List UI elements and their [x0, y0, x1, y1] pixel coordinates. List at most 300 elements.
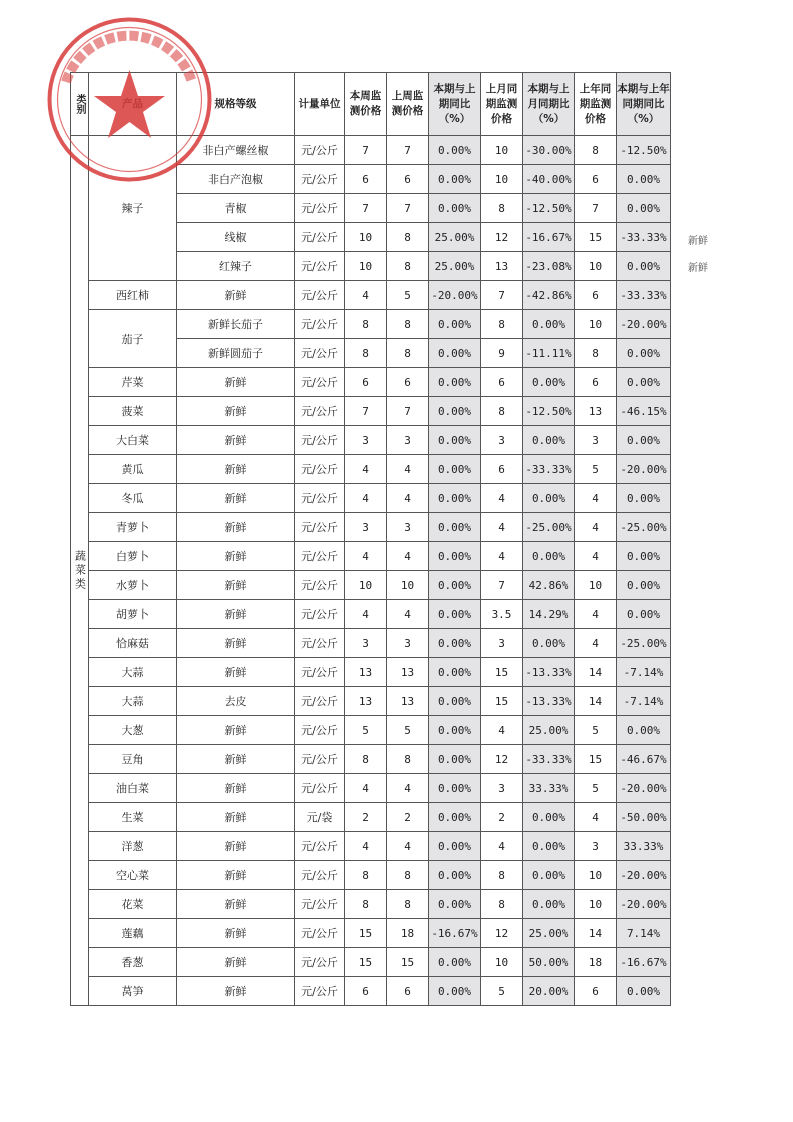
product-cell: 胡萝卜 — [89, 600, 177, 629]
wow-change-cell: 0.00% — [429, 803, 481, 832]
spec-cell: 新鲜 — [177, 774, 295, 803]
mom-change-cell: -30.00% — [523, 136, 575, 165]
mom-change-cell: 0.00% — [523, 803, 575, 832]
wow-change-cell: 0.00% — [429, 832, 481, 861]
last-year-price-cell: 3 — [575, 426, 617, 455]
yoy-change-cell: -7.14% — [617, 687, 671, 716]
last-week-price-cell: 4 — [387, 832, 429, 861]
last-month-price-cell: 8 — [481, 861, 523, 890]
table-row — [71, 542, 671, 571]
unit-cell: 元/公斤 — [295, 194, 345, 223]
last-week-price-cell: 8 — [387, 339, 429, 368]
last-month-price-cell: 12 — [481, 223, 523, 252]
last-month-price-cell: 3 — [481, 629, 523, 658]
spec-cell: 新鲜 — [177, 977, 295, 1006]
this-week-price-cell: 13 — [345, 658, 387, 687]
spec-cell: 新鲜 — [177, 861, 295, 890]
wow-change-cell: 0.00% — [429, 426, 481, 455]
unit-cell: 元/公斤 — [295, 745, 345, 774]
table-row — [71, 484, 671, 513]
unit-cell: 元/公斤 — [295, 919, 345, 948]
unit-cell: 元/公斤 — [295, 658, 345, 687]
unit-cell: 元/公斤 — [295, 252, 345, 281]
last-year-price-cell: 10 — [575, 861, 617, 890]
yoy-change-cell: -33.33% — [617, 223, 671, 252]
wow-change-cell: 0.00% — [429, 658, 481, 687]
mom-change-cell: 42.86% — [523, 571, 575, 600]
last-month-price-cell: 9 — [481, 339, 523, 368]
product-cell: 水萝卜 — [89, 571, 177, 600]
spec-cell: 新鲜 — [177, 832, 295, 861]
last-year-price-cell: 5 — [575, 774, 617, 803]
last-year-price-cell: 6 — [575, 977, 617, 1006]
last-month-price-cell: 15 — [481, 687, 523, 716]
last-month-price-cell: 7 — [481, 281, 523, 310]
product-cell: 香葱 — [89, 948, 177, 977]
header-unit: 计量单位 — [295, 73, 345, 136]
spec-cell: 新鲜 — [177, 745, 295, 774]
yoy-change-cell: 0.00% — [617, 252, 671, 281]
spec-cell: 新鲜 — [177, 919, 295, 948]
yoy-change-cell: -25.00% — [617, 513, 671, 542]
this-week-price-cell: 13 — [345, 687, 387, 716]
wow-change-cell: 0.00% — [429, 600, 481, 629]
this-week-price-cell: 3 — [345, 513, 387, 542]
last-month-price-cell: 4 — [481, 716, 523, 745]
mom-change-cell: 20.00% — [523, 977, 575, 1006]
this-week-price-cell: 5 — [345, 716, 387, 745]
product-cell: 辣子 — [89, 136, 177, 281]
unit-cell: 元/公斤 — [295, 484, 345, 513]
product-cell: 白萝卜 — [89, 542, 177, 571]
unit-cell: 元/公斤 — [295, 774, 345, 803]
table-row — [71, 716, 671, 745]
header-this-week: 本周监测价格 — [345, 73, 387, 136]
last-month-price-cell: 13 — [481, 252, 523, 281]
last-month-price-cell: 7 — [481, 571, 523, 600]
last-week-price-cell: 3 — [387, 513, 429, 542]
last-week-price-cell: 4 — [387, 774, 429, 803]
last-week-price-cell: 8 — [387, 745, 429, 774]
wow-change-cell: 0.00% — [429, 687, 481, 716]
spec-cell: 新鲜 — [177, 571, 295, 600]
this-week-price-cell: 4 — [345, 832, 387, 861]
last-week-price-cell: 6 — [387, 165, 429, 194]
table-row — [71, 803, 671, 832]
category-cell: 蔬菜类 — [71, 136, 89, 1006]
last-year-price-cell: 6 — [575, 165, 617, 194]
last-week-price-cell: 13 — [387, 658, 429, 687]
wow-change-cell: 25.00% — [429, 252, 481, 281]
wow-change-cell: 0.00% — [429, 194, 481, 223]
header-last-year: 上年同期监测价格 — [575, 73, 617, 136]
mom-change-cell: -12.50% — [523, 194, 575, 223]
table-row — [71, 600, 671, 629]
table-row — [71, 919, 671, 948]
product-cell: 大蒜 — [89, 687, 177, 716]
mom-change-cell: 0.00% — [523, 310, 575, 339]
yoy-change-cell: 0.00% — [617, 542, 671, 571]
wow-change-cell: 0.00% — [429, 716, 481, 745]
last-week-price-cell: 18 — [387, 919, 429, 948]
yoy-change-cell: -25.00% — [617, 629, 671, 658]
this-week-price-cell: 8 — [345, 861, 387, 890]
unit-cell: 元/公斤 — [295, 716, 345, 745]
yoy-change-cell: 0.00% — [617, 600, 671, 629]
header-yoy: 本期与上年同期同比（%） — [617, 73, 671, 136]
unit-cell: 元/公斤 — [295, 948, 345, 977]
this-week-price-cell: 4 — [345, 484, 387, 513]
wow-change-cell: 0.00% — [429, 774, 481, 803]
this-week-price-cell: 8 — [345, 745, 387, 774]
spec-cell: 青椒 — [177, 194, 295, 223]
last-week-price-cell: 2 — [387, 803, 429, 832]
wow-change-cell: 0.00% — [429, 310, 481, 339]
wow-change-cell: 0.00% — [429, 339, 481, 368]
table-row — [71, 832, 671, 861]
product-cell: 冬瓜 — [89, 484, 177, 513]
last-week-price-cell: 5 — [387, 716, 429, 745]
table-row — [71, 658, 671, 687]
this-week-price-cell: 10 — [345, 252, 387, 281]
header-last-month: 上月同期监测价格 — [481, 73, 523, 136]
official-seal — [42, 12, 217, 187]
last-month-price-cell: 6 — [481, 368, 523, 397]
last-month-price-cell: 8 — [481, 310, 523, 339]
last-year-price-cell: 5 — [575, 716, 617, 745]
last-year-price-cell: 4 — [575, 803, 617, 832]
product-cell: 西红柿 — [89, 281, 177, 310]
last-week-price-cell: 8 — [387, 861, 429, 890]
spec-cell: 新鲜 — [177, 948, 295, 977]
mom-change-cell: -42.86% — [523, 281, 575, 310]
mom-change-cell: -12.50% — [523, 397, 575, 426]
this-week-price-cell: 6 — [345, 165, 387, 194]
last-month-price-cell: 2 — [481, 803, 523, 832]
this-week-price-cell: 8 — [345, 890, 387, 919]
product-cell: 青萝卜 — [89, 513, 177, 542]
mom-change-cell: 0.00% — [523, 861, 575, 890]
last-week-price-cell: 8 — [387, 310, 429, 339]
product-cell: 大蒜 — [89, 658, 177, 687]
wow-change-cell: 25.00% — [429, 223, 481, 252]
last-year-price-cell: 14 — [575, 687, 617, 716]
yoy-change-cell: -12.50% — [617, 136, 671, 165]
unit-cell: 元/公斤 — [295, 890, 345, 919]
unit-cell: 元/公斤 — [295, 861, 345, 890]
spec-cell: 新鲜 — [177, 397, 295, 426]
last-month-price-cell: 12 — [481, 919, 523, 948]
last-month-price-cell: 3 — [481, 774, 523, 803]
spec-cell: 新鲜长茄子 — [177, 310, 295, 339]
product-cell: 空心菜 — [89, 861, 177, 890]
last-month-price-cell: 8 — [481, 397, 523, 426]
this-week-price-cell: 7 — [345, 136, 387, 165]
last-month-price-cell: 8 — [481, 194, 523, 223]
this-week-price-cell: 4 — [345, 600, 387, 629]
product-cell: 花菜 — [89, 890, 177, 919]
table-row — [71, 310, 671, 339]
mom-change-cell: 33.33% — [523, 774, 575, 803]
table-row — [71, 629, 671, 658]
wow-change-cell: 0.00% — [429, 484, 481, 513]
last-week-price-cell: 8 — [387, 223, 429, 252]
last-month-price-cell: 10 — [481, 948, 523, 977]
table-row — [71, 368, 671, 397]
last-month-price-cell: 4 — [481, 542, 523, 571]
wow-change-cell: 0.00% — [429, 165, 481, 194]
last-week-price-cell: 10 — [387, 571, 429, 600]
mom-change-cell: 0.00% — [523, 484, 575, 513]
unit-cell: 元/公斤 — [295, 542, 345, 571]
unit-cell: 元/袋 — [295, 803, 345, 832]
last-week-price-cell: 13 — [387, 687, 429, 716]
table-row — [71, 571, 671, 600]
last-week-price-cell: 4 — [387, 600, 429, 629]
table-row — [71, 397, 671, 426]
side-note: 新鲜 — [688, 263, 708, 274]
last-month-price-cell: 12 — [481, 745, 523, 774]
last-week-price-cell: 6 — [387, 977, 429, 1006]
this-week-price-cell: 3 — [345, 426, 387, 455]
last-month-price-cell: 4 — [481, 484, 523, 513]
yoy-change-cell: 0.00% — [617, 165, 671, 194]
last-year-price-cell: 15 — [575, 223, 617, 252]
product-cell: 大葱 — [89, 716, 177, 745]
product-cell: 黄瓜 — [89, 455, 177, 484]
mom-change-cell: -13.33% — [523, 687, 575, 716]
last-month-price-cell: 5 — [481, 977, 523, 1006]
last-month-price-cell: 4 — [481, 832, 523, 861]
product-cell: 油白菜 — [89, 774, 177, 803]
last-month-price-cell: 10 — [481, 165, 523, 194]
table-row — [71, 890, 671, 919]
wow-change-cell: 0.00% — [429, 977, 481, 1006]
last-year-price-cell: 8 — [575, 339, 617, 368]
mom-change-cell: 25.00% — [523, 716, 575, 745]
yoy-change-cell: 0.00% — [617, 977, 671, 1006]
yoy-change-cell: 33.33% — [617, 832, 671, 861]
spec-cell: 非白产泡椒 — [177, 165, 295, 194]
unit-cell: 元/公斤 — [295, 165, 345, 194]
yoy-change-cell: -46.15% — [617, 397, 671, 426]
last-week-price-cell: 7 — [387, 397, 429, 426]
last-week-price-cell: 3 — [387, 629, 429, 658]
last-year-price-cell: 10 — [575, 252, 617, 281]
last-month-price-cell: 10 — [481, 136, 523, 165]
yoy-change-cell: 0.00% — [617, 368, 671, 397]
mom-change-cell: -25.00% — [523, 513, 575, 542]
this-week-price-cell: 7 — [345, 194, 387, 223]
last-week-price-cell: 15 — [387, 948, 429, 977]
last-week-price-cell: 3 — [387, 426, 429, 455]
last-year-price-cell: 4 — [575, 513, 617, 542]
product-cell: 大白菜 — [89, 426, 177, 455]
header-spec: 规格等级 — [177, 73, 295, 136]
spec-cell: 新鲜 — [177, 803, 295, 832]
unit-cell: 元/公斤 — [295, 397, 345, 426]
table-row — [71, 977, 671, 1006]
header-mom: 本期与上月同期比（%） — [523, 73, 575, 136]
last-year-price-cell: 10 — [575, 310, 617, 339]
last-year-price-cell: 6 — [575, 368, 617, 397]
unit-cell: 元/公斤 — [295, 977, 345, 1006]
last-week-price-cell: 7 — [387, 194, 429, 223]
product-cell: 生菜 — [89, 803, 177, 832]
last-year-price-cell: 6 — [575, 281, 617, 310]
this-week-price-cell: 4 — [345, 774, 387, 803]
this-week-price-cell: 4 — [345, 455, 387, 484]
spec-cell: 去皮 — [177, 687, 295, 716]
yoy-change-cell: -7.14% — [617, 658, 671, 687]
yoy-change-cell: 0.00% — [617, 571, 671, 600]
this-week-price-cell: 15 — [345, 948, 387, 977]
table-row — [71, 774, 671, 803]
product-cell: 豆角 — [89, 745, 177, 774]
header-wow: 本期与上期同比（%） — [429, 73, 481, 136]
side-note: 新鲜 — [688, 236, 708, 247]
last-week-price-cell: 5 — [387, 281, 429, 310]
spec-cell: 红辣子 — [177, 252, 295, 281]
unit-cell: 元/公斤 — [295, 600, 345, 629]
last-year-price-cell: 8 — [575, 136, 617, 165]
wow-change-cell: 0.00% — [429, 890, 481, 919]
spec-cell: 新鲜 — [177, 281, 295, 310]
yoy-change-cell: -50.00% — [617, 803, 671, 832]
product-cell: 莴笋 — [89, 977, 177, 1006]
this-week-price-cell: 6 — [345, 368, 387, 397]
this-week-price-cell: 4 — [345, 281, 387, 310]
spec-cell: 新鲜 — [177, 658, 295, 687]
last-year-price-cell: 4 — [575, 629, 617, 658]
this-week-price-cell: 8 — [345, 310, 387, 339]
table-row — [71, 426, 671, 455]
yoy-change-cell: -20.00% — [617, 861, 671, 890]
table-row — [71, 455, 671, 484]
last-week-price-cell: 7 — [387, 136, 429, 165]
mom-change-cell: -16.67% — [523, 223, 575, 252]
last-month-price-cell: 15 — [481, 658, 523, 687]
product-cell: 芹菜 — [89, 368, 177, 397]
last-month-price-cell: 8 — [481, 890, 523, 919]
wow-change-cell: 0.00% — [429, 455, 481, 484]
product-cell: 莲藕 — [89, 919, 177, 948]
product-cell: 茄子 — [89, 310, 177, 368]
mom-change-cell: -33.33% — [523, 455, 575, 484]
wow-change-cell: 0.00% — [429, 745, 481, 774]
this-week-price-cell: 6 — [345, 977, 387, 1006]
this-week-price-cell: 15 — [345, 919, 387, 948]
table-row — [71, 513, 671, 542]
yoy-change-cell: -46.67% — [617, 745, 671, 774]
spec-cell: 新鲜 — [177, 542, 295, 571]
mom-change-cell: 0.00% — [523, 629, 575, 658]
table-row — [71, 281, 671, 310]
wow-change-cell: 0.00% — [429, 542, 481, 571]
mom-change-cell: 0.00% — [523, 890, 575, 919]
mom-change-cell: -11.11% — [523, 339, 575, 368]
yoy-change-cell: 0.00% — [617, 484, 671, 513]
unit-cell: 元/公斤 — [295, 832, 345, 861]
wow-change-cell: 0.00% — [429, 948, 481, 977]
unit-cell: 元/公斤 — [295, 455, 345, 484]
unit-cell: 元/公斤 — [295, 513, 345, 542]
spec-cell: 新鲜 — [177, 890, 295, 919]
table-row — [71, 861, 671, 890]
product-cell: 洋葱 — [89, 832, 177, 861]
spec-cell: 线椒 — [177, 223, 295, 252]
wow-change-cell: 0.00% — [429, 368, 481, 397]
spec-cell: 新鲜 — [177, 629, 295, 658]
last-week-price-cell: 8 — [387, 890, 429, 919]
mom-change-cell: -40.00% — [523, 165, 575, 194]
header-last-week: 上周监测价格 — [387, 73, 429, 136]
unit-cell: 元/公斤 — [295, 223, 345, 252]
mom-change-cell: 50.00% — [523, 948, 575, 977]
last-year-price-cell: 4 — [575, 484, 617, 513]
last-week-price-cell: 8 — [387, 252, 429, 281]
last-year-price-cell: 7 — [575, 194, 617, 223]
last-year-price-cell: 5 — [575, 455, 617, 484]
mom-change-cell: 0.00% — [523, 542, 575, 571]
wow-change-cell: 0.00% — [429, 397, 481, 426]
last-month-price-cell: 4 — [481, 513, 523, 542]
last-year-price-cell: 14 — [575, 658, 617, 687]
yoy-change-cell: -20.00% — [617, 774, 671, 803]
mom-change-cell: 25.00% — [523, 919, 575, 948]
mom-change-cell: 0.00% — [523, 426, 575, 455]
wow-change-cell: 0.00% — [429, 571, 481, 600]
yoy-change-cell: -20.00% — [617, 310, 671, 339]
mom-change-cell: 14.29% — [523, 600, 575, 629]
yoy-change-cell: -16.67% — [617, 948, 671, 977]
yoy-change-cell: -33.33% — [617, 281, 671, 310]
last-year-price-cell: 10 — [575, 890, 617, 919]
spec-cell: 新鲜 — [177, 716, 295, 745]
last-week-price-cell: 6 — [387, 368, 429, 397]
mom-change-cell: 0.00% — [523, 832, 575, 861]
yoy-change-cell: -20.00% — [617, 455, 671, 484]
last-year-price-cell: 13 — [575, 397, 617, 426]
spec-cell: 新鲜 — [177, 513, 295, 542]
this-week-price-cell: 10 — [345, 571, 387, 600]
yoy-change-cell: 0.00% — [617, 194, 671, 223]
yoy-change-cell: -20.00% — [617, 890, 671, 919]
wow-change-cell: -16.67% — [429, 919, 481, 948]
header-category: 类别 — [71, 73, 89, 136]
price-table — [70, 72, 671, 1006]
table-row — [71, 948, 671, 977]
unit-cell: 元/公斤 — [295, 629, 345, 658]
last-year-price-cell: 4 — [575, 542, 617, 571]
spec-cell: 新鲜 — [177, 455, 295, 484]
last-year-price-cell: 3 — [575, 832, 617, 861]
unit-cell: 元/公斤 — [295, 571, 345, 600]
this-week-price-cell: 3 — [345, 629, 387, 658]
yoy-change-cell: 0.00% — [617, 339, 671, 368]
unit-cell: 元/公斤 — [295, 426, 345, 455]
this-week-price-cell: 7 — [345, 397, 387, 426]
wow-change-cell: 0.00% — [429, 629, 481, 658]
this-week-price-cell: 8 — [345, 339, 387, 368]
yoy-change-cell: 7.14% — [617, 919, 671, 948]
yoy-change-cell: 0.00% — [617, 426, 671, 455]
mom-change-cell: -33.33% — [523, 745, 575, 774]
last-week-price-cell: 4 — [387, 484, 429, 513]
table-row — [71, 687, 671, 716]
spec-cell: 新鲜 — [177, 426, 295, 455]
unit-cell: 元/公斤 — [295, 310, 345, 339]
